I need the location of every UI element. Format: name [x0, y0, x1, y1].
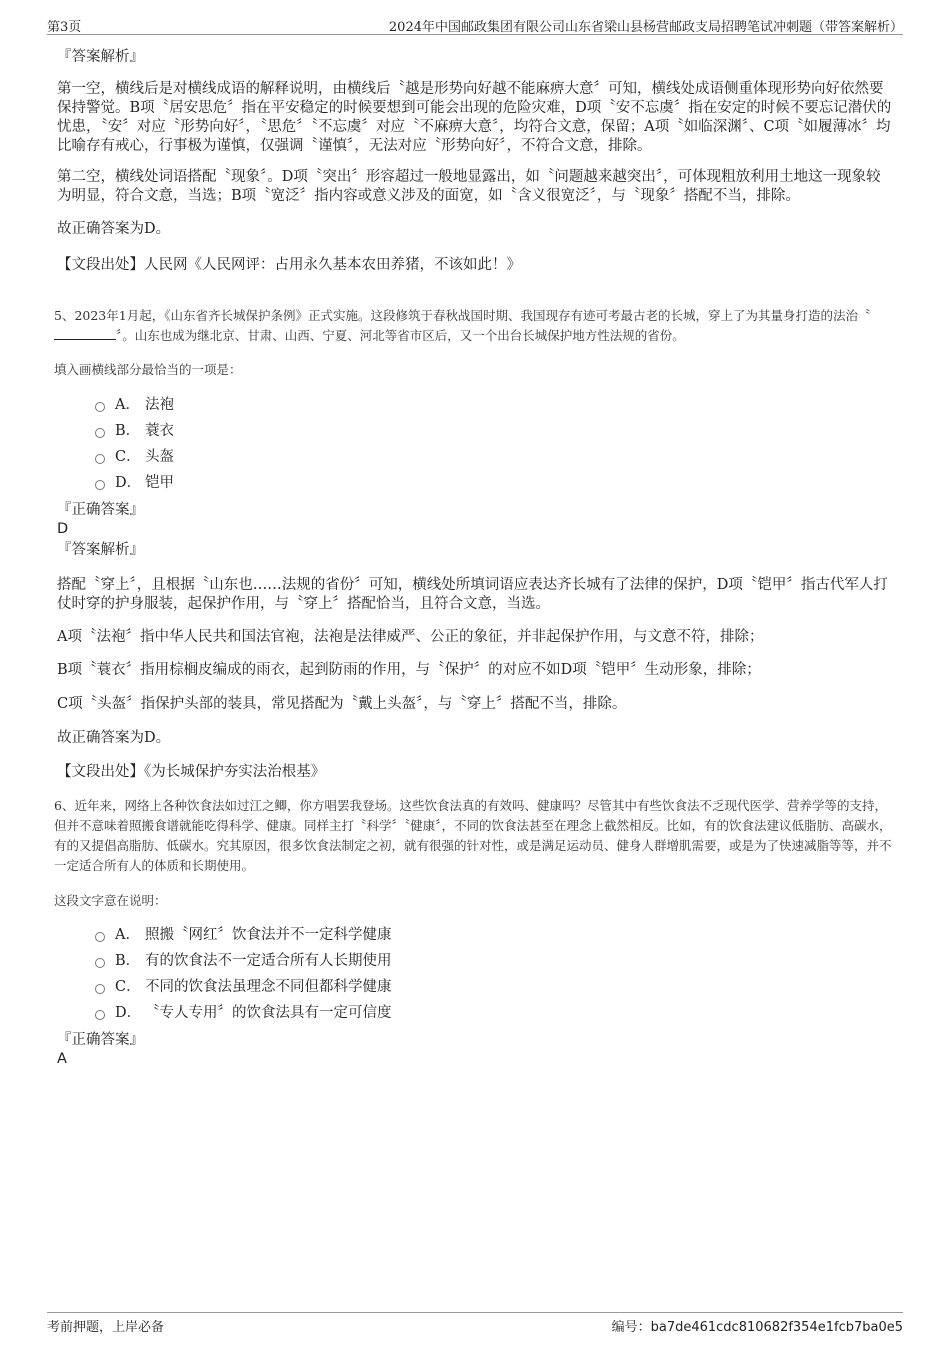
answer-conclusion: 故正确答案为D。	[57, 221, 171, 237]
q5-analysis-paragraph-4: C项〝头盔〞指保护头部的装具，常见搭配为〝戴上头盔〞，与〝穿上〞搭配不当，排除。	[57, 696, 627, 712]
correct-answer-value: D	[57, 521, 69, 537]
radio-icon[interactable]	[95, 480, 105, 490]
q6-option-d[interactable]: D． 〝专人专用〞的饮食法具有一定可信度	[95, 1003, 392, 1023]
analysis-label: 『答案解析』	[57, 542, 144, 558]
correct-answer-value: A	[57, 1051, 67, 1067]
page-number: 第3页	[47, 20, 82, 35]
question-5-prompt: 填入画横线部分最恰当的一项是：	[54, 362, 242, 377]
analysis-paragraph-1: 第一空，横线后是对横线成语的解释说明，由横线后〝越是形势向好越不能麻痹大意〞可知，横线处成语侧重体现形势向好依然要保持警觉。B项〝居安思危〞指在平安稳定的时候要想到可能会出现的危险灾难，D项〝安不忘虞〞指在安定的时候不要忘记潜伏的忧患，〝安〞对应〝形势向好〞，〝思危〞〝不忘虞〞对应〝不麻痹大意〞，均符合文意，保留；A项〝如临深渊〞、C项〝如履薄冰〞均比喻存有戒心，行事极为谨慎，仅强调〝谨慎〞，无法对应〝形势向好〞，不符合文意，排除。	[57, 81, 892, 154]
q6-option-a[interactable]: A． 照搬〝网红〞饮食法并不一定科学健康	[95, 925, 392, 945]
radio-icon[interactable]	[95, 1010, 105, 1020]
q5-analysis-paragraph-3: B项〝蓑衣〞指用棕榈皮编成的雨衣，起到防雨的作用，与〝保护〞的对应不如D项〝铠甲〞生动形象，排除；	[57, 662, 761, 678]
q5-analysis-paragraph-2: A项〝法袍〞指中华人民共和国法官袍，法袍是法律威严、公正的象征，并非起保护作用，与文意不符，排除；	[57, 629, 764, 645]
question-6-prompt: 这段文字意在说明：	[54, 893, 167, 908]
source-citation: 【文段出处】《为长城保护夯实法治根基》	[57, 764, 326, 780]
question-6-stem: 6、近年来，网络上各种饮食法如过江之鲫，你方唱罢我登场。这些饮食法真的有效吗、健康吗？尽管其中有些饮食法不乏现代医学、营养学等的支持，但并不意味着照搬食谱就能吃得科学、健康。同样主打〝科学〞〝健康〞，不同的饮食法甚至在理念上截然相反。比如，有的饮食法建议低脂肪、高碳水，有的又提倡高脂肪、低碳水。究其原因，很多饮食法制定之初，就有很强的针对性，或是满足运动员、健身人群增肌需要，或是为了快速减脂等等，并不一定适合所有人的体质和长期使用。	[54, 798, 892, 873]
q5-option-c[interactable]: C． 头盔	[95, 447, 174, 467]
q5-analysis-paragraph-1: 搭配〝穿上〞，且根据〝山东也……法规的省份〞可知，横线处所填词语应表达齐长城有了法律的保护，D项〝铠甲〞指古代军人打仗时穿的护身服装，起保护作用，与〝穿上〞搭配恰当，且符合文意，当选。	[57, 577, 888, 612]
correct-answer-label: 『正确答案』	[57, 1032, 144, 1048]
radio-icon[interactable]	[95, 932, 105, 942]
analysis-paragraph-2: 第二空，横线处词语搭配〝现象〞。D项〝突出〞形容超过一般地显露出，如〝问题越来越突出〞，可体现粗放利用土地这一现象较为明显，符合文意，当选；B项〝宽泛〞指内容或意义涉及的面宽，如〝含义很宽泛〞，与〝现象〞搭配不当，排除。	[57, 169, 881, 204]
document-code: 编号：ba7de461cdc810682f354e1fcb7ba0e5	[611, 1320, 903, 1335]
question-5-stem: 5、2023年1月起，《山东省齐长城保护条例》正式实施。这段修筑于春秋战国时期、我国现存有迹可考最古老的长城，穿上了为其量身打造的法治〝〞。山东也成为继北京、甘肃、山西、宁夏、河北等省市区后，又一个出台长城保护地方性法规的省份。	[54, 308, 871, 343]
radio-icon[interactable]	[95, 454, 105, 464]
source-citation: 【文段出处】人民网《人民网评：占用永久基本农田养猪，不该如此！》	[57, 257, 521, 273]
footer-slogan: 考前押题，上岸必备	[47, 1320, 165, 1335]
q5-option-a[interactable]: A． 法袍	[95, 395, 174, 415]
radio-icon[interactable]	[95, 402, 105, 412]
document-title: 2024年中国邮政集团有限公司山东省梁山县杨营邮政支局招聘笔试冲刺题（带答案解析）	[388, 20, 903, 35]
correct-answer-label: 『正确答案』	[57, 502, 144, 518]
q5-option-b[interactable]: B． 蓑衣	[95, 421, 174, 441]
analysis-label: 『答案解析』	[57, 49, 144, 65]
radio-icon[interactable]	[95, 428, 105, 438]
radio-icon[interactable]	[95, 958, 105, 968]
answer-conclusion: 故正确答案为D。	[57, 730, 171, 746]
q5-option-d[interactable]: D． 铠甲	[95, 473, 174, 493]
radio-icon[interactable]	[95, 984, 105, 994]
q6-option-c[interactable]: C． 不同的饮食法虽理念不同但都科学健康	[95, 977, 392, 997]
page-footer	[47, 1312, 903, 1335]
page-header	[47, 14, 903, 35]
fill-blank	[54, 327, 116, 340]
q6-option-b[interactable]: B． 有的饮食法不一定适合所有人长期使用	[95, 951, 392, 971]
